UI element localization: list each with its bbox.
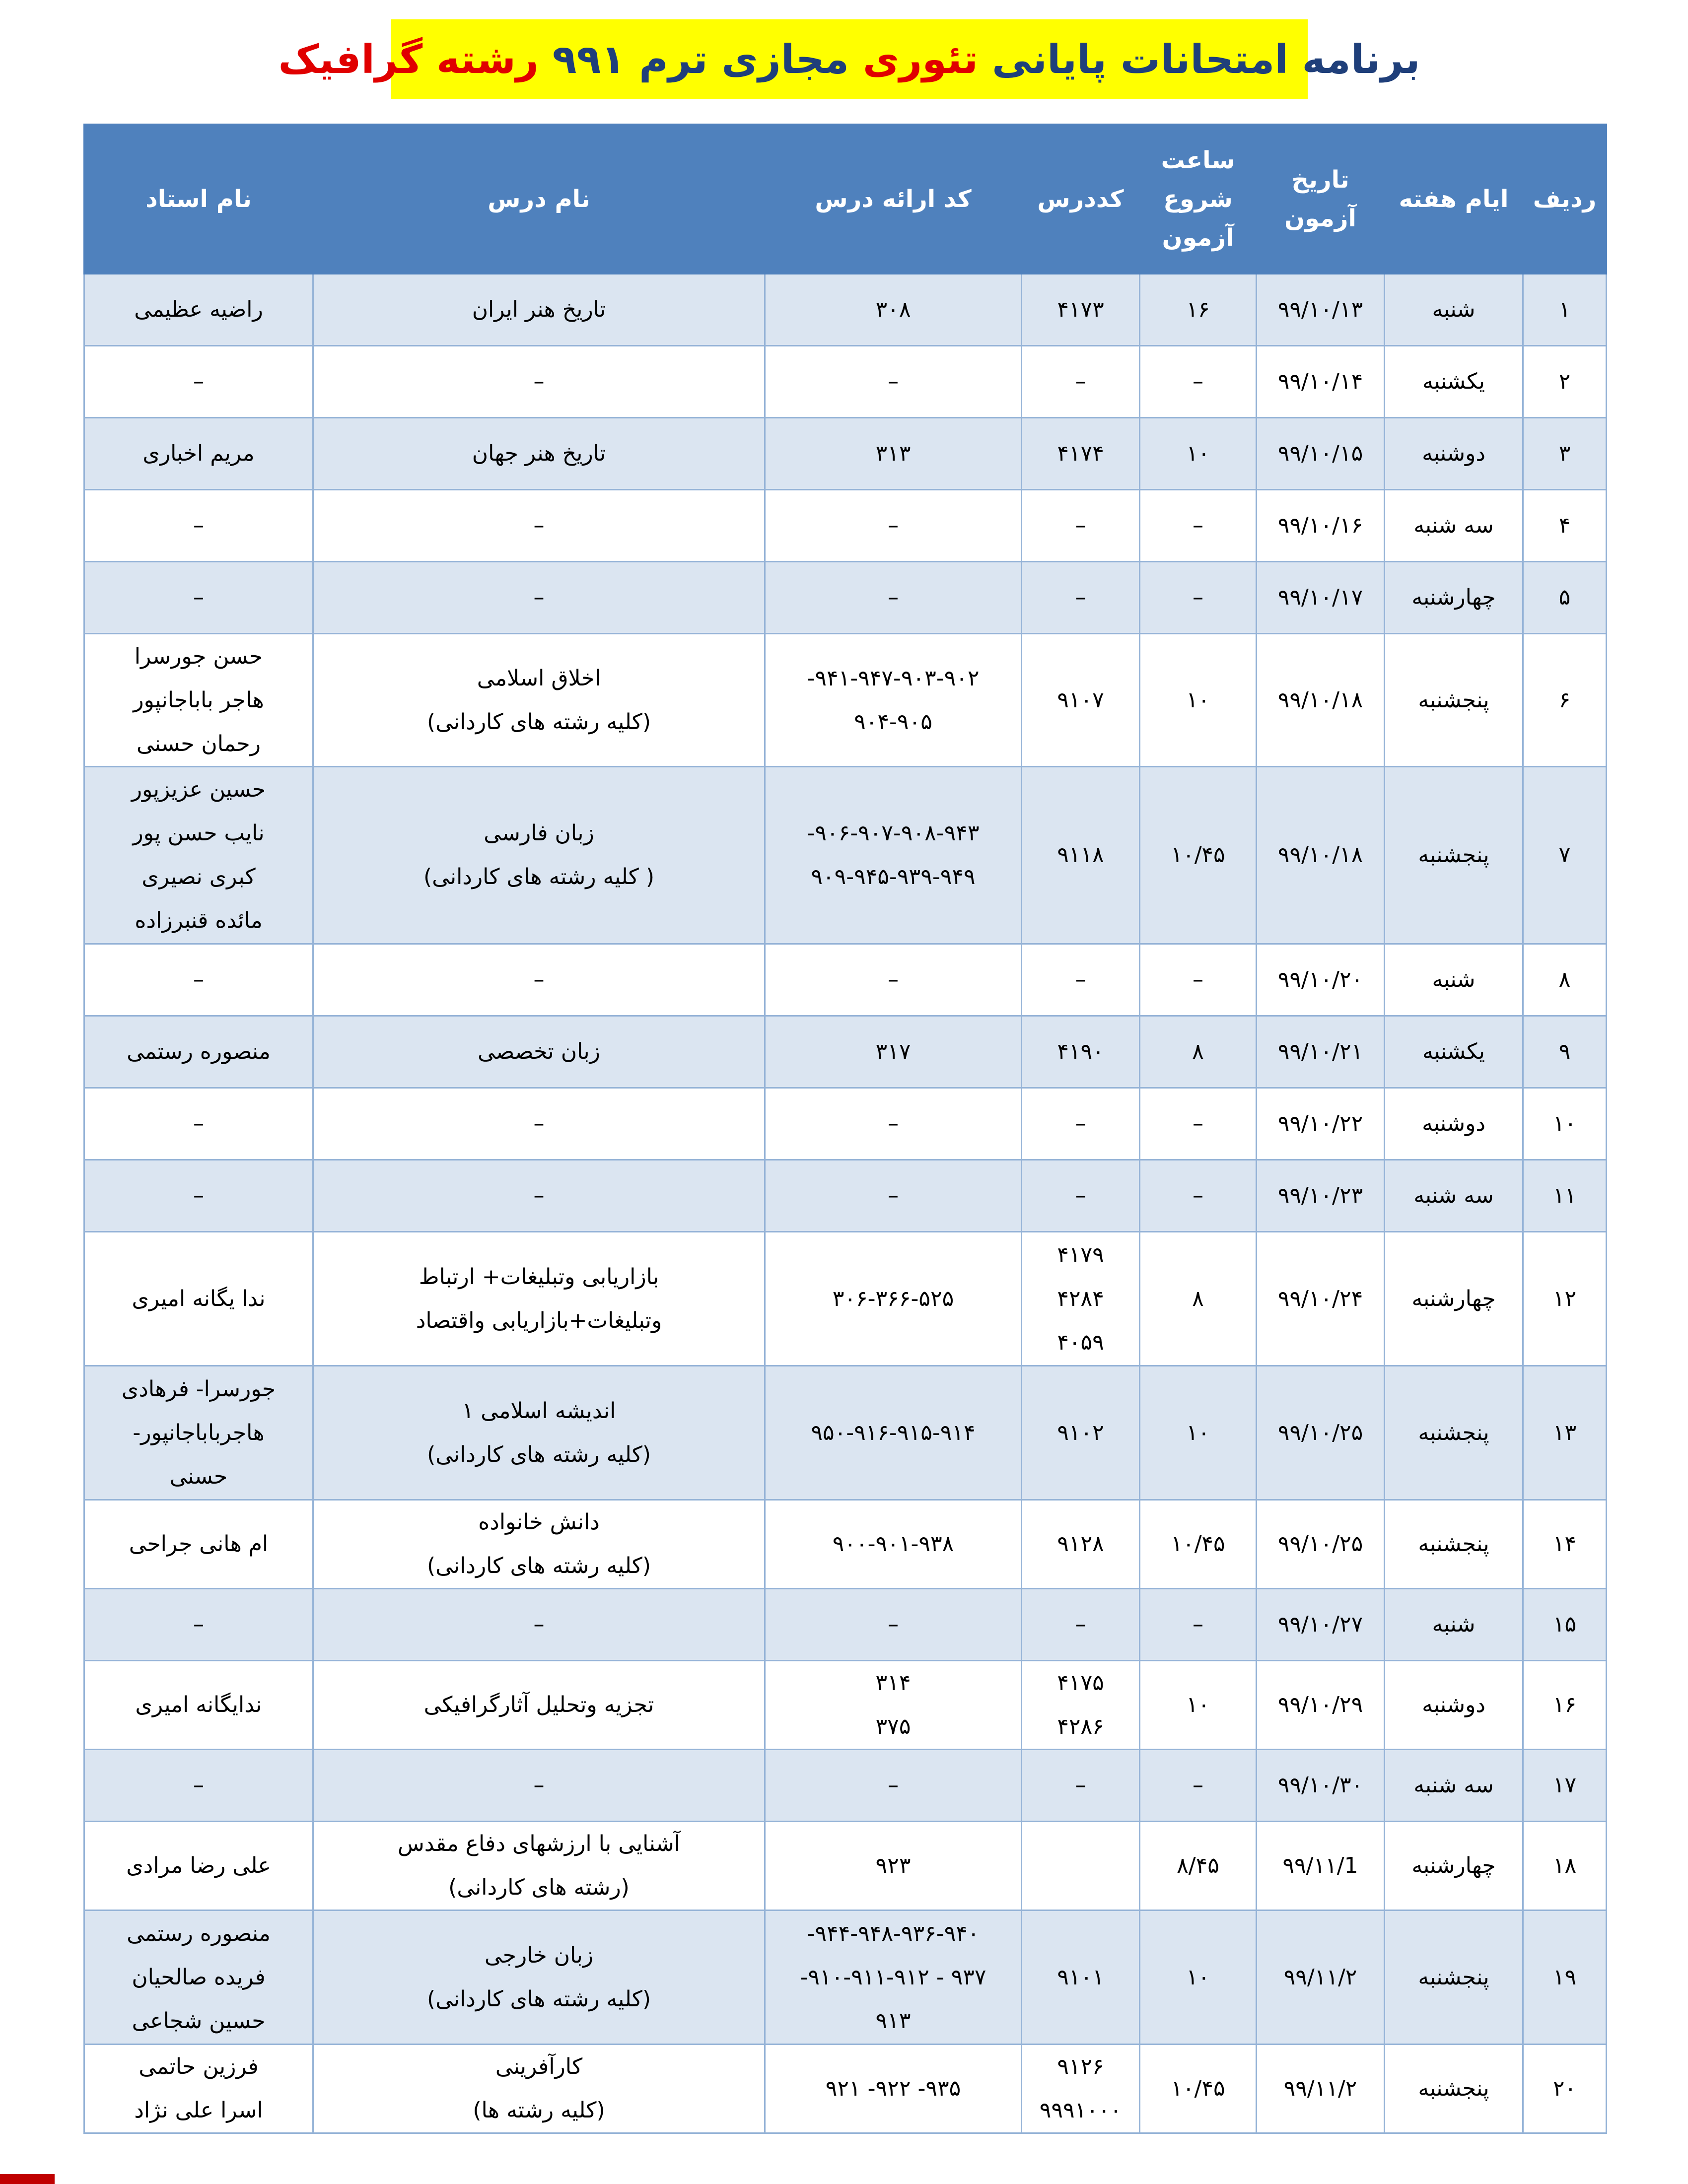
day-cell: پنجشنبه — [1385, 634, 1523, 767]
date-cell: ۹۹/۱۰/۲۲ — [1257, 1088, 1385, 1160]
course-name-cell: – — [313, 944, 765, 1016]
offer-code-cell: ۹۰۶-۹۰۷-۹۰۸-۹۴۳- ۹۰۹-۹۴۵-۹۳۹-۹۴۹ — [765, 767, 1022, 944]
time-cell: ۱۰/۴۵ — [1140, 2045, 1257, 2133]
teacher-cell: – — [84, 346, 313, 418]
row-number-cell: ۶ — [1523, 634, 1607, 767]
header-row-number: ردیف — [1523, 125, 1607, 274]
date-cell: ۹۹/۱۰/۱۳ — [1257, 274, 1385, 346]
date-cell: ۹۹/۱۰/۳۰ — [1257, 1750, 1385, 1822]
teacher-cell: راضیه عظیمی — [84, 274, 313, 346]
date-cell: ۹۹/۱۰/۲۹ — [1257, 1661, 1385, 1750]
offer-code-cell: ۳۰۶-۳۶۶-۵۲۵ — [765, 1232, 1022, 1366]
row-number-cell: ۱۵ — [1523, 1589, 1607, 1661]
date-cell: ۹۹/۱۰/۲۳ — [1257, 1160, 1385, 1232]
offer-code-cell: – — [765, 1589, 1022, 1661]
time-cell: – — [1140, 944, 1257, 1016]
offer-code-cell: – — [765, 346, 1022, 418]
course-code-cell: – — [1022, 1160, 1140, 1232]
offer-code-cell: ۹۳۵- ۹۲۲- ۹۲۱ — [765, 2045, 1022, 2133]
row-number-cell: ۱۳ — [1523, 1366, 1607, 1500]
day-cell: سه شنبه — [1385, 1160, 1523, 1232]
course-name-cell: – — [313, 1088, 765, 1160]
course-name-cell: – — [313, 1750, 765, 1822]
offer-code-cell: – — [765, 1160, 1022, 1232]
row-number-cell: ۲۰ — [1523, 2045, 1607, 2133]
title-part-term: ۹۹۱ — [552, 36, 626, 82]
course-name-cell: آشنایی با ارزشهای دفاع مقدس (رشته های کاردانی) — [313, 1822, 765, 1911]
course-code-cell: ۴۱۷۵ ۴۲۸۶ — [1022, 1661, 1140, 1750]
day-cell: پنجشنبه — [1385, 1911, 1523, 2045]
time-cell: ۸ — [1140, 1232, 1257, 1366]
row-number-cell: ۱۷ — [1523, 1750, 1607, 1822]
offer-code-cell: – — [765, 1088, 1022, 1160]
day-cell: یکشنبه — [1385, 346, 1523, 418]
course-name-cell: تجزیه وتحلیل آثارگرافیکی — [313, 1661, 765, 1750]
teacher-cell: ام هانی جراحی — [84, 1500, 313, 1589]
course-code-cell: ۴۱۷۹ ۴۲۸۴ ۴۰۵۹ — [1022, 1232, 1140, 1366]
row-number-cell: ۱۸ — [1523, 1822, 1607, 1911]
header-time: ساعت شروع آزمون — [1140, 125, 1257, 274]
offer-code-cell: ۹۴۴-۹۴۸-۹۳۶-۹۴۰- ۹۳۷ - ۹۱۰-۹۱۱-۹۱۲- ۹۱۳ — [765, 1911, 1022, 2045]
course-code-cell: ۴۱۷۳ — [1022, 274, 1140, 346]
date-cell: ۹۹/۱۰/۲۵ — [1257, 1366, 1385, 1500]
day-cell: پنجشنبه — [1385, 2045, 1523, 2133]
header-course-code: کددرس — [1022, 125, 1140, 274]
teacher-cell: فرزین حاتمی اسرا علی نژاد — [84, 2045, 313, 2133]
course-code-cell: ۴۱۷۴ — [1022, 418, 1140, 490]
day-cell: دوشنبه — [1385, 418, 1523, 490]
teacher-cell: حسین عزیزپور نایب حسن پور کبری نصیری مائده قنبرزاده — [84, 767, 313, 944]
row-number-cell: ۵ — [1523, 562, 1607, 634]
date-cell: ۹۹/۱۰/۱۵ — [1257, 418, 1385, 490]
day-cell: پنجشنبه — [1385, 1500, 1523, 1589]
course-name-cell: – — [313, 346, 765, 418]
teacher-cell: منصوره رستمی — [84, 1016, 313, 1088]
header-offer-code: کد ارائه درس — [765, 125, 1022, 274]
row-number-cell: ۹ — [1523, 1016, 1607, 1088]
header-date: تاریخ آزمون — [1257, 125, 1385, 274]
course-code-cell: ۹۱۰۲ — [1022, 1366, 1140, 1500]
teacher-cell: ندایگانه امیری — [84, 1661, 313, 1750]
course-name-cell: اخلاق اسلامی (کلیه رشته های کاردانی) — [313, 634, 765, 767]
teacher-cell: جورسرا- فرهادی هاجرباباجانپور- حسنی — [84, 1366, 313, 1500]
course-code-cell — [1022, 1822, 1140, 1911]
table-row — [84, 1500, 1607, 1589]
course-code-cell: ۹۱۰۷ — [1022, 634, 1140, 767]
teacher-cell: – — [84, 1750, 313, 1822]
time-cell: – — [1140, 1750, 1257, 1822]
date-cell: ۹۹/۱۰/۲۴ — [1257, 1232, 1385, 1366]
table-row — [84, 2045, 1607, 2133]
table-row — [84, 562, 1607, 634]
teacher-cell: حسن جورسرا هاجر باباجانپور رحمان حسنی — [84, 634, 313, 767]
page-title — [278, 19, 1420, 99]
table-row — [84, 490, 1607, 562]
table-row — [84, 1661, 1607, 1750]
header-day: ایام هفته — [1385, 125, 1523, 274]
time-cell: – — [1140, 562, 1257, 634]
day-cell: چهارشنبه — [1385, 1232, 1523, 1366]
teacher-cell: علی رضا مرادی — [84, 1822, 313, 1911]
day-cell: دوشنبه — [1385, 1088, 1523, 1160]
offer-code-cell: ۳۱۴ ۳۷۵ — [765, 1661, 1022, 1750]
time-cell: ۱۰ — [1140, 634, 1257, 767]
table-row — [84, 634, 1607, 767]
exam-schedule-table — [83, 124, 1607, 2134]
course-code-cell: ۹۱۱۸ — [1022, 767, 1140, 944]
table-row — [84, 1750, 1607, 1822]
day-cell: دوشنبه — [1385, 1661, 1523, 1750]
table-row — [84, 1366, 1607, 1500]
time-cell: – — [1140, 1589, 1257, 1661]
header-teacher: نام استاد — [84, 125, 313, 274]
course-name-cell: – — [313, 1160, 765, 1232]
time-cell: ۱۰/۴۵ — [1140, 767, 1257, 944]
time-cell: – — [1140, 346, 1257, 418]
day-cell: چهارشنبه — [1385, 562, 1523, 634]
course-name-cell: دانش خانواده (کلیه رشته های کاردانی) — [313, 1500, 765, 1589]
teacher-cell: – — [84, 490, 313, 562]
table-header-row — [84, 125, 1607, 274]
time-cell: – — [1140, 1088, 1257, 1160]
teacher-cell: مریم اخباری — [84, 418, 313, 490]
table-row — [84, 944, 1607, 1016]
course-name-cell: زبان فارسی ( کلیه رشته های کاردانی) — [313, 767, 765, 944]
offer-code-cell: ۳۰۸ — [765, 274, 1022, 346]
table-row — [84, 1911, 1607, 2045]
teacher-cell: – — [84, 1589, 313, 1661]
row-number-cell: ۱ — [1523, 274, 1607, 346]
date-cell: ۹۹/۱۰/۱۸ — [1257, 767, 1385, 944]
time-cell: – — [1140, 490, 1257, 562]
row-number-cell: ۱۱ — [1523, 1160, 1607, 1232]
table-row — [84, 767, 1607, 944]
offer-code-cell: – — [765, 562, 1022, 634]
course-name-cell: زبان تخصصی — [313, 1016, 765, 1088]
offer-code-cell: ۳۱۳ — [765, 418, 1022, 490]
teacher-cell: منصوره رستمی فریده صالحیان حسین شجاعی — [84, 1911, 313, 2045]
course-code-cell: – — [1022, 346, 1140, 418]
offer-code-cell: ۹۲۳ — [765, 1822, 1022, 1911]
title-part-1: برنامه امتحانات پایانی — [978, 36, 1420, 82]
row-number-cell: ۱۹ — [1523, 1911, 1607, 2045]
table-row — [84, 274, 1607, 346]
course-name-cell: زبان خارجی (کلیه رشته های کاردانی) — [313, 1911, 765, 2045]
time-cell: ۸/۴۵ — [1140, 1822, 1257, 1911]
offer-code-cell: – — [765, 1750, 1022, 1822]
table-row — [84, 418, 1607, 490]
table-row — [84, 1088, 1607, 1160]
table-row — [84, 1232, 1607, 1366]
time-cell: – — [1140, 1160, 1257, 1232]
course-name-cell: کارآفرینی (کلیه رشته ها) — [313, 2045, 765, 2133]
time-cell: ۱۰ — [1140, 1911, 1257, 2045]
date-cell: ۹۹/۱۰/۱۸ — [1257, 634, 1385, 767]
course-code-cell: – — [1022, 944, 1140, 1016]
offer-code-cell: ۹۰۰-۹۰۱-۹۳۸ — [765, 1500, 1022, 1589]
day-cell: شنبه — [1385, 1589, 1523, 1661]
row-number-cell: ۲ — [1523, 346, 1607, 418]
date-cell: ۹۹/۱۱/1 — [1257, 1822, 1385, 1911]
course-name-cell: – — [313, 490, 765, 562]
offer-code-cell: ۳۱۷ — [765, 1016, 1022, 1088]
table-row — [84, 1589, 1607, 1661]
date-cell: ۹۹/۱۰/۱۴ — [1257, 346, 1385, 418]
day-cell: سه شنبه — [1385, 490, 1523, 562]
time-cell: ۱۶ — [1140, 274, 1257, 346]
row-number-cell: ۱۰ — [1523, 1088, 1607, 1160]
day-cell: شنبه — [1385, 944, 1523, 1016]
date-cell: ۹۹/۱۰/۲۰ — [1257, 944, 1385, 1016]
row-number-cell: ۱۶ — [1523, 1661, 1607, 1750]
time-cell: ۱۰ — [1140, 1366, 1257, 1500]
row-number-cell: ۷ — [1523, 767, 1607, 944]
course-code-cell: ۹۱۲۶ ۹۹۹۱۰۰۰ — [1022, 2045, 1140, 2133]
date-cell: ۹۹/۱۱/۲ — [1257, 2045, 1385, 2133]
course-code-cell: ۹۱۰۱ — [1022, 1911, 1140, 2045]
date-cell: ۹۹/۱۰/۲۱ — [1257, 1016, 1385, 1088]
row-number-cell: ۱۲ — [1523, 1232, 1607, 1366]
course-code-cell: – — [1022, 1589, 1140, 1661]
course-name-cell: بازاریابی وتبلیغات+ ارتباط وتبلیغات+بازاریابی واقتصاد — [313, 1232, 765, 1366]
course-name-cell: – — [313, 1589, 765, 1661]
table-row — [84, 1016, 1607, 1088]
day-cell: شنبه — [1385, 274, 1523, 346]
course-code-cell: – — [1022, 1750, 1140, 1822]
title-part-3: مجازی ترم — [625, 36, 863, 82]
time-cell: ۱۰ — [1140, 418, 1257, 490]
course-name-cell: – — [313, 562, 765, 634]
teacher-cell: – — [84, 1160, 313, 1232]
course-name-cell: تاریخ هنر ایران — [313, 274, 765, 346]
row-number-cell: ۴ — [1523, 490, 1607, 562]
day-cell: چهارشنبه — [1385, 1822, 1523, 1911]
table-row — [84, 346, 1607, 418]
time-cell: ۱۰ — [1140, 1661, 1257, 1750]
course-code-cell: ۴۱۹۰ — [1022, 1016, 1140, 1088]
course-name-cell: تاریخ هنر جهان — [313, 418, 765, 490]
table-row — [84, 1160, 1607, 1232]
course-code-cell: – — [1022, 490, 1140, 562]
offer-code-cell: – — [765, 490, 1022, 562]
title-part-theory: تئوری — [862, 36, 979, 82]
date-cell: ۹۹/۱۰/۲۵ — [1257, 1500, 1385, 1589]
day-cell: یکشنبه — [1385, 1016, 1523, 1088]
row-number-cell: ۱۴ — [1523, 1500, 1607, 1589]
row-number-cell: ۸ — [1523, 944, 1607, 1016]
day-cell: پنجشنبه — [1385, 1366, 1523, 1500]
teacher-cell: – — [84, 1088, 313, 1160]
table-row — [84, 1822, 1607, 1911]
course-name-cell: اندیشه اسلامی ۱ (کلیه رشته های کاردانی) — [313, 1366, 765, 1500]
course-code-cell: ۹۱۲۸ — [1022, 1500, 1140, 1589]
date-cell: ۹۹/۱۱/۲ — [1257, 1911, 1385, 2045]
time-cell: ۸ — [1140, 1016, 1257, 1088]
date-cell: ۹۹/۱۰/۲۷ — [1257, 1589, 1385, 1661]
offer-code-cell: ۹۴۱-۹۴۷-۹۰۳-۹۰۲- ۹۰۴-۹۰۵ — [765, 634, 1022, 767]
header-course-name: نام درس — [313, 125, 765, 274]
row-number-cell: ۳ — [1523, 418, 1607, 490]
teacher-cell: – — [84, 562, 313, 634]
date-cell: ۹۹/۱۰/۱۶ — [1257, 490, 1385, 562]
offer-code-cell: – — [765, 944, 1022, 1016]
day-cell: سه شنبه — [1385, 1750, 1523, 1822]
time-cell: ۱۰/۴۵ — [1140, 1500, 1257, 1589]
offer-code-cell: ۹۵۰-۹۱۶-۹۱۵-۹۱۴ — [765, 1366, 1022, 1500]
course-code-cell: – — [1022, 1088, 1140, 1160]
teacher-cell: ندا یگانه امیری — [84, 1232, 313, 1366]
teacher-cell: – — [84, 944, 313, 1016]
day-cell: پنجشنبه — [1385, 767, 1523, 944]
title-part-major: رشته گرافیک — [278, 36, 553, 82]
course-code-cell: – — [1022, 562, 1140, 634]
date-cell: ۹۹/۱۰/۱۷ — [1257, 562, 1385, 634]
table-body — [84, 274, 1607, 2133]
watermark-logo — [0, 2174, 55, 2184]
